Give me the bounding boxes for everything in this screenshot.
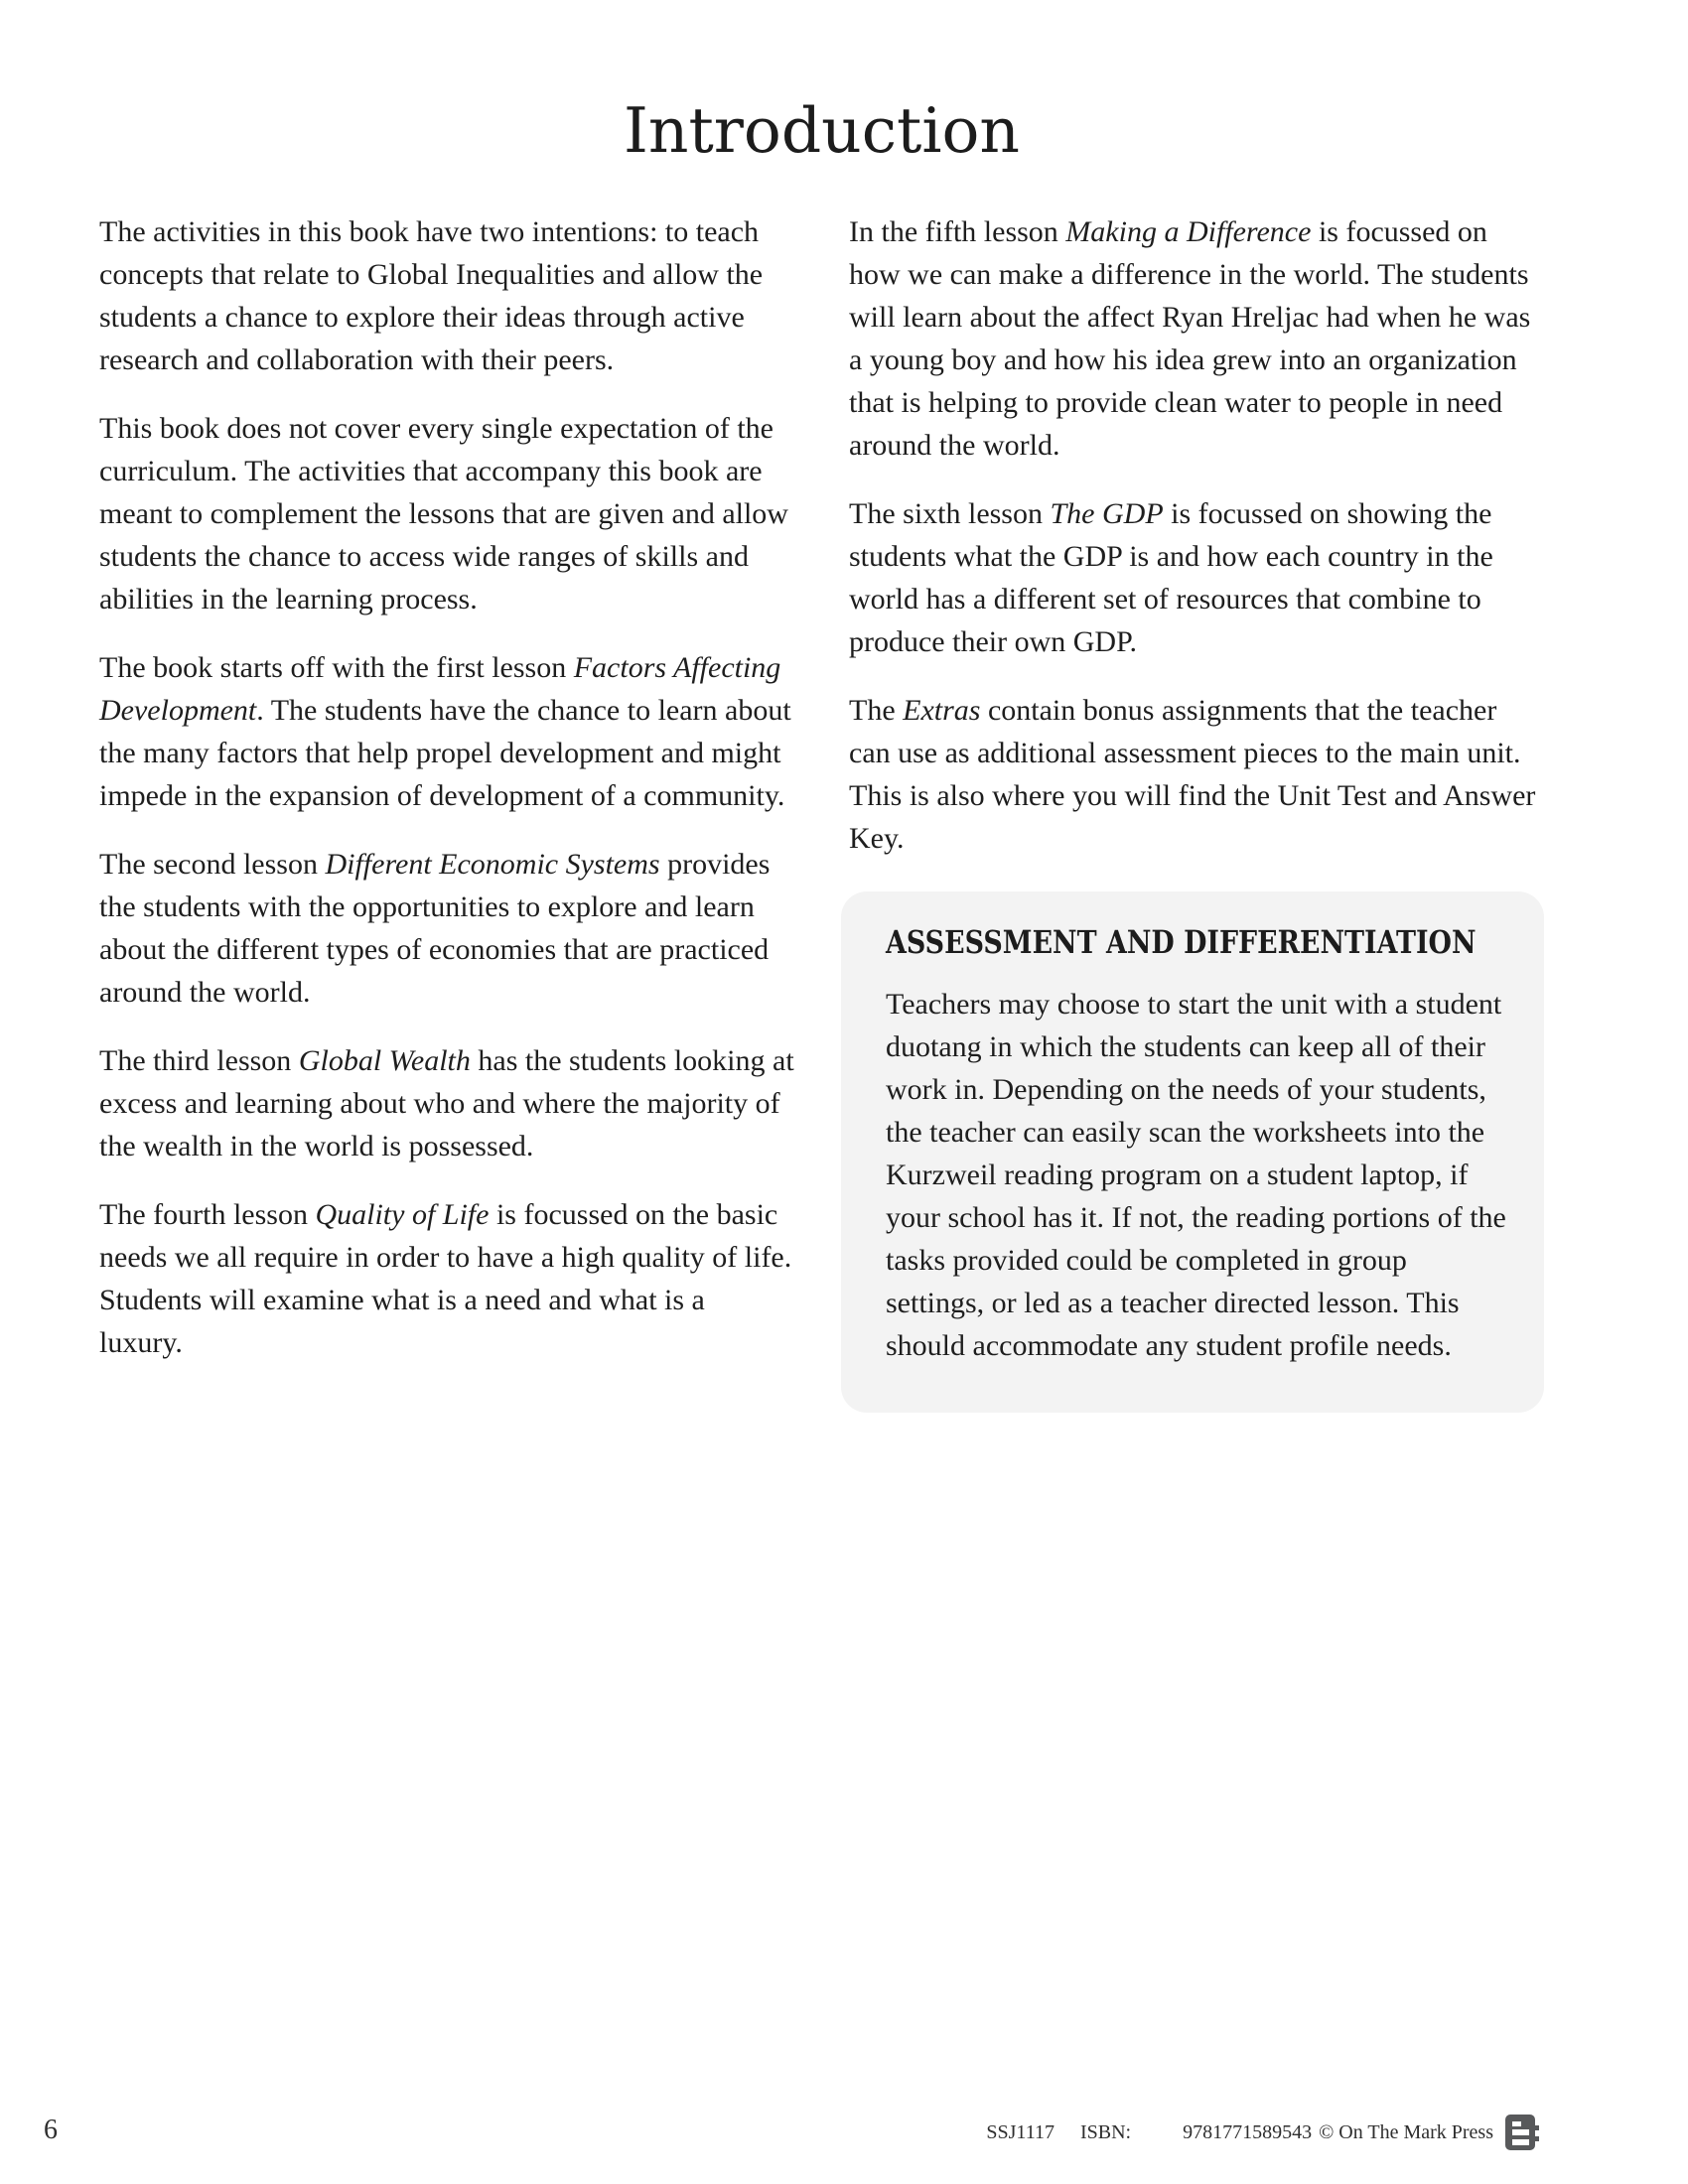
copyright-text: © On The Mark Press <box>1319 2120 1493 2143</box>
assessment-box <box>841 891 1544 1413</box>
page-title: Introduction <box>624 94 1020 167</box>
two-column-layout <box>99 210 1544 1413</box>
isbn-value: 9781771589543 <box>1183 2120 1313 2143</box>
assessment-box-heading: ASSESSMENT AND DIFFERENTIATION <box>886 923 1477 961</box>
publisher-book-logo-icon <box>1505 2113 1539 2152</box>
paragraph-lesson-2: The second lesson Different Economic Systems provides the students with the opportunities to explore and learn about the different types of economies that are practiced around the world. <box>99 848 771 1009</box>
assessment-box-body: Teachers may choose to start the unit with a student duotang in which the students can keep all of their work in. Depending on the needs of your students, the teacher can easily scan the worksheets into the Kurzweil reading program on a student laptop, if your school has it. If not, the reading portions of the tasks provided could be completed in group settings, or led as a teacher directed lesson. This should accommodate any student profile needs. <box>886 988 1506 1362</box>
paragraph-lesson-3: The third lesson Global Wealth has the students looking at excess and learning about who and where the majority of the wealth in the world is possessed. <box>99 1044 794 1162</box>
left-column <box>99 210 794 1413</box>
isbn-label: ISBN: <box>1079 2120 1132 2143</box>
paragraph-lesson-6: The sixth lesson The GDP is focussed on showing the students what the GDP is and how each country in the world has a different set of resources that combine to produce their own GDP. <box>849 497 1493 658</box>
right-column <box>849 210 1544 1413</box>
paragraph-lesson-5: In the fifth lesson Making a Difference is focussed on how we can make a difference in the world. The students will learn about the affect Ryan Hreljac had when he was a young boy and how his idea grew into an organization that is helping to provide clean water to people in need around the world. <box>849 215 1531 462</box>
paragraph-extras: The Extras contain bonus assignments that the teacher can use as additional assessment pieces to the main unit. This is also where you will find the Unit Test and Answer Key. <box>849 694 1536 855</box>
paragraph-intentions: The activities in this book have two intentions: to teach concepts that relate to Global Inequalities and allow the students a chance to explore their ideas through active research and collaboration with their peers. <box>99 215 764 376</box>
paragraph-lesson-1: The book starts off with the first lesson Factors Affecting Development. The students have the chance to learn about the many factors that help propel development and might impede in the expansion of development of a community. <box>99 651 791 812</box>
page-number: 6 <box>44 2115 58 2145</box>
paragraph-lesson-4: The fourth lesson Quality of Life is focussed on the basic needs we all require in order to have a high quality of life. Students will examine what is a need and what is a luxury. <box>99 1198 792 1359</box>
paragraph-coverage: This book does not cover every single expectation of the curriculum. The activities that accompany this book are meant to complement the lessons that are given and allow students the chance to access wide ranges of skills and abilities in the learning process. <box>99 412 788 615</box>
publisher-footer <box>986 2113 1539 2152</box>
product-code: SSJ1117 <box>986 2120 1055 2143</box>
